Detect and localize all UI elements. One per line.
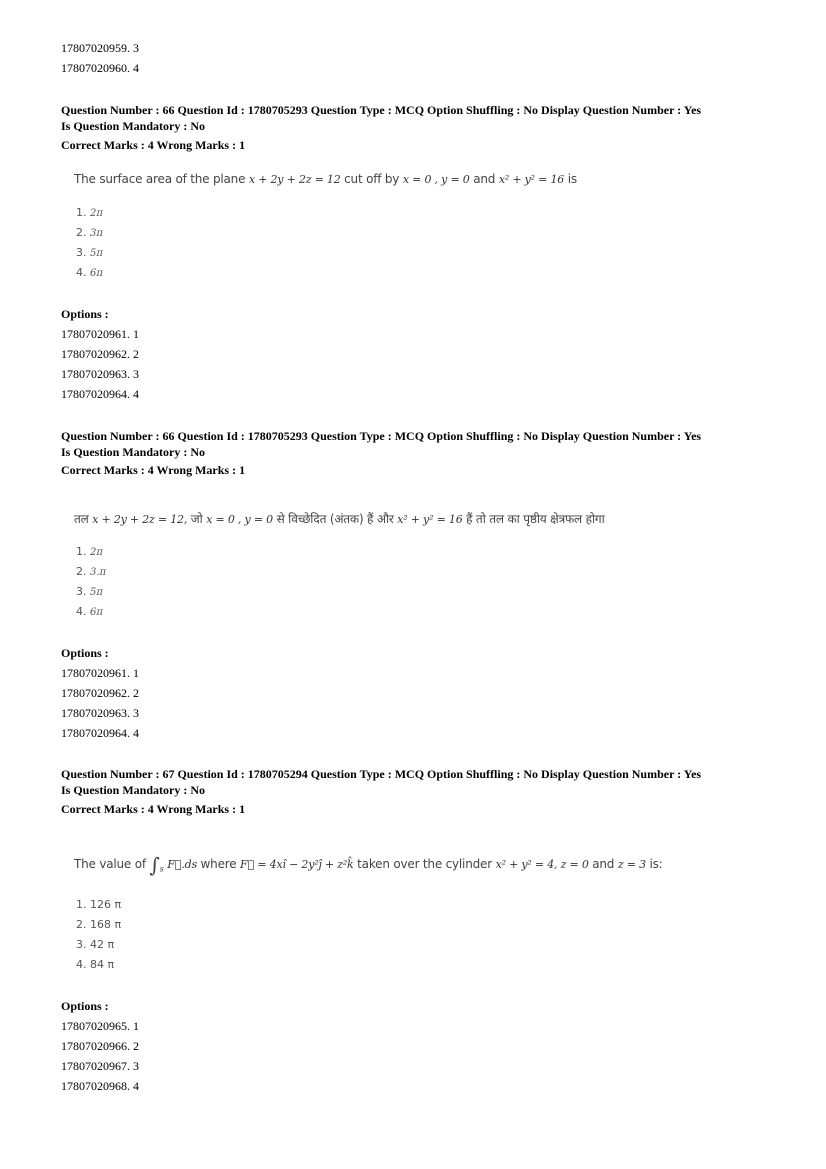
choice-number: 4. xyxy=(76,605,87,618)
choice-value: 3π xyxy=(90,228,103,239)
math-expression: F⃗.ds xyxy=(167,858,197,871)
answer-choice xyxy=(76,605,103,618)
question-text-part: cut off by xyxy=(344,172,400,186)
math-expression: x + 2y + 2z = 12, xyxy=(92,513,188,526)
options-label: Options : xyxy=(61,999,109,1013)
option-id-line: 17807020959. 3 xyxy=(61,41,139,55)
question-text-part: हैं तो तल का पृष्ठीय क्षेत्रफल होगा xyxy=(466,512,605,526)
math-expression: x² + y² = 4, z = 0 xyxy=(495,858,589,871)
integral-symbol: ∫ xyxy=(149,853,160,877)
marks-line: Correct Marks : 4 Wrong Marks : 1 xyxy=(61,802,246,816)
answer-choice xyxy=(76,898,121,911)
option-id-line: 17807020967. 3 xyxy=(61,1059,139,1073)
marks-line: Correct Marks : 4 Wrong Marks : 1 xyxy=(61,463,246,477)
choice-value: 2π xyxy=(90,547,103,558)
mandatory-line: Is Question Mandatory : No xyxy=(61,445,206,459)
option-id-line: 17807020963. 3 xyxy=(61,367,139,381)
mandatory-line: Is Question Mandatory : No xyxy=(61,119,206,133)
answer-choice xyxy=(76,585,103,598)
math-expression: F⃗ = 4xî − 2y²ĵ + z²k̂ xyxy=(240,858,354,871)
option-id-line: 17807020962. 2 xyxy=(61,686,139,700)
question-text xyxy=(74,853,663,877)
question-text-part: where xyxy=(200,857,237,871)
choice-value: 5π xyxy=(90,587,103,598)
answer-choice xyxy=(76,226,103,239)
question-text-part: The surface area of the plane xyxy=(74,172,246,186)
answer-choice xyxy=(76,206,103,219)
question-text-part: taken over the cylinder xyxy=(357,857,492,871)
question-text-part: से विच्छेदित (अंतक) हैं और xyxy=(276,512,394,526)
choice-number: 3. xyxy=(76,246,87,259)
question-text-part: तल xyxy=(74,512,89,526)
option-id-line: 17807020961. 1 xyxy=(61,666,139,680)
question-header: Question Number : 66 Question Id : 1780705293 Question Type : MCQ Option Shuffling : No Display Question Number : Yes xyxy=(61,103,702,117)
choice-value: 168 π xyxy=(90,918,122,931)
choice-value: 84 π xyxy=(90,958,115,971)
options-label: Options : xyxy=(61,307,109,321)
question-text xyxy=(74,172,577,186)
choice-number: 1. xyxy=(76,545,87,558)
question-text-part: and xyxy=(592,857,615,871)
question-text-part: The value of xyxy=(74,857,146,871)
question-text xyxy=(74,510,605,527)
choice-value: 42 π xyxy=(90,938,115,951)
choice-number: 3. xyxy=(76,585,87,598)
math-expression: x = 0 , y = 0 xyxy=(206,513,273,526)
choice-number: 2. xyxy=(76,565,87,578)
option-id-line: 17807020961. 1 xyxy=(61,327,139,341)
option-id-line: 17807020965. 1 xyxy=(61,1019,139,1033)
options-label: Options : xyxy=(61,646,109,660)
option-id-line: 17807020962. 2 xyxy=(61,347,139,361)
answer-choice xyxy=(76,266,103,279)
choice-number: 2. xyxy=(76,918,87,931)
choice-value: 6π xyxy=(90,268,103,279)
option-id-line: 17807020968. 4 xyxy=(61,1079,139,1093)
integral-subscript: s xyxy=(159,864,164,874)
math-expression: x² + y² = 16 xyxy=(498,173,565,186)
choice-value: 2π xyxy=(90,208,103,219)
option-id-line: 17807020960. 4 xyxy=(61,61,139,75)
choice-value: 126 π xyxy=(90,898,122,911)
answer-choice xyxy=(76,938,114,951)
answer-choice xyxy=(76,246,103,259)
math-expression: x = 0 , y = 0 xyxy=(402,173,470,186)
option-id-line: 17807020964. 4 xyxy=(61,726,139,740)
marks-line: Correct Marks : 4 Wrong Marks : 1 xyxy=(61,138,246,152)
math-expression: x² + y² = 16 xyxy=(397,513,463,526)
answer-choice xyxy=(76,545,103,558)
question-text-part: and xyxy=(473,172,496,186)
option-id-line: 17807020964. 4 xyxy=(61,387,139,401)
choice-number: 4. xyxy=(76,958,87,971)
math-expression: x + 2y + 2z = 12 xyxy=(248,173,341,186)
answer-choice xyxy=(76,565,106,578)
choice-number: 4. xyxy=(76,266,87,279)
question-header: Question Number : 66 Question Id : 1780705293 Question Type : MCQ Option Shuffling : No Display Question Number : Yes xyxy=(61,429,702,443)
choice-value: 5π xyxy=(90,248,103,259)
choice-number: 1. xyxy=(76,206,87,219)
answer-choice xyxy=(76,958,114,971)
question-text-part: is: xyxy=(649,857,663,871)
choice-number: 2. xyxy=(76,226,87,239)
answer-choice xyxy=(76,918,121,931)
question-text-part: जो xyxy=(190,512,203,526)
choice-number: 1. xyxy=(76,898,87,911)
question-header: Question Number : 67 Question Id : 1780705294 Question Type : MCQ Option Shuffling : No Display Question Number : Yes xyxy=(61,767,702,781)
math-expression: z = 3 xyxy=(617,858,646,871)
choice-number: 3. xyxy=(76,938,87,951)
option-id-line: 17807020963. 3 xyxy=(61,706,139,720)
mandatory-line: Is Question Mandatory : No xyxy=(61,783,206,797)
choice-value: 3.π xyxy=(90,567,107,578)
option-id-line: 17807020966. 2 xyxy=(61,1039,139,1053)
choice-value: 6π xyxy=(90,607,103,618)
question-text-part: is xyxy=(567,172,577,186)
